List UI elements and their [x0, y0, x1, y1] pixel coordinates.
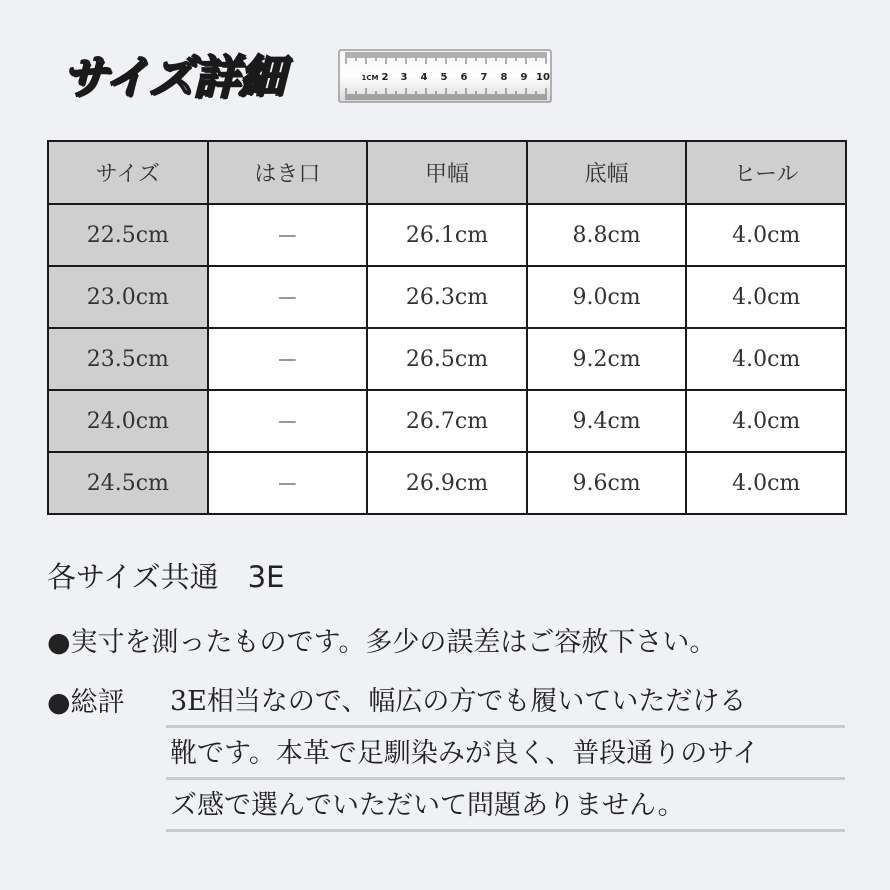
opening-cell: －: [208, 452, 368, 514]
header-opening: はき口: [208, 141, 368, 204]
review-text: [166, 678, 845, 834]
review-line: ズ感で選んでいただいて問題ありません。: [166, 782, 845, 832]
size-table: [47, 140, 847, 515]
review-line: 3E相当なので、幅広の方でも履いていただける: [166, 678, 845, 728]
opening-cell: －: [208, 266, 368, 328]
table-row: [48, 452, 846, 514]
header-heel: ヒール: [686, 141, 846, 204]
sole-width-cell: 8.8cm: [527, 204, 687, 266]
ruler-number: 2: [381, 72, 389, 83]
table-row: [48, 390, 846, 452]
instep-width-cell: 26.5cm: [367, 328, 527, 390]
size-cell: 23.0cm: [48, 266, 208, 328]
table-row: [48, 328, 846, 390]
review-label: ●総評: [47, 687, 125, 718]
size-cell: 24.0cm: [48, 390, 208, 452]
ruler-number: 9: [520, 72, 528, 83]
instep-width-cell: 26.1cm: [367, 204, 527, 266]
instep-width-cell: 26.9cm: [367, 452, 527, 514]
header-size: サイズ: [48, 141, 208, 204]
table-row: [48, 266, 846, 328]
heel-cell: 4.0cm: [686, 328, 846, 390]
instep-width-cell: 26.7cm: [367, 390, 527, 452]
sole-width-cell: 9.0cm: [527, 266, 687, 328]
sole-width-cell: 9.4cm: [527, 390, 687, 452]
page-title: サイズ詳細: [62, 50, 284, 104]
ruler-number: 5: [440, 72, 448, 83]
header-instep-width: 甲幅: [367, 141, 527, 204]
common-spec: 各サイズ共通 3E: [47, 560, 285, 594]
size-cell: 22.5cm: [48, 204, 208, 266]
ruler-number: 6: [460, 72, 468, 83]
size-cell: 23.5cm: [48, 328, 208, 390]
measurement-note: ●実寸を測ったものです。多少の誤差はご容赦下さい。: [47, 627, 717, 658]
opening-cell: －: [208, 390, 368, 452]
ruler-number: 3: [400, 72, 408, 83]
size-cell: 24.5cm: [48, 452, 208, 514]
instep-width-cell: 26.3cm: [367, 266, 527, 328]
ruler-number: 8: [500, 72, 508, 83]
opening-cell: －: [208, 328, 368, 390]
sole-width-cell: 9.2cm: [527, 328, 687, 390]
opening-cell: －: [208, 204, 368, 266]
header-sole-width: 底幅: [527, 141, 687, 204]
heel-cell: 4.0cm: [686, 266, 846, 328]
table-header-row: [48, 141, 846, 204]
ruler-unit-label: 1CM: [361, 74, 379, 82]
title-row: [62, 42, 283, 112]
sole-width-cell: 9.6cm: [527, 452, 687, 514]
ruler-icon: [338, 48, 554, 104]
heel-cell: 4.0cm: [686, 204, 846, 266]
ruler-number: 10: [536, 72, 550, 83]
heel-cell: 4.0cm: [686, 452, 846, 514]
ruler-number: 4: [420, 72, 428, 83]
review-line: 靴です。本革で足馴染みが良く、普段通りのサイ: [166, 730, 845, 780]
review-section: [47, 678, 847, 828]
table-row: [48, 204, 846, 266]
heel-cell: 4.0cm: [686, 390, 846, 452]
ruler-number: 7: [480, 72, 488, 83]
